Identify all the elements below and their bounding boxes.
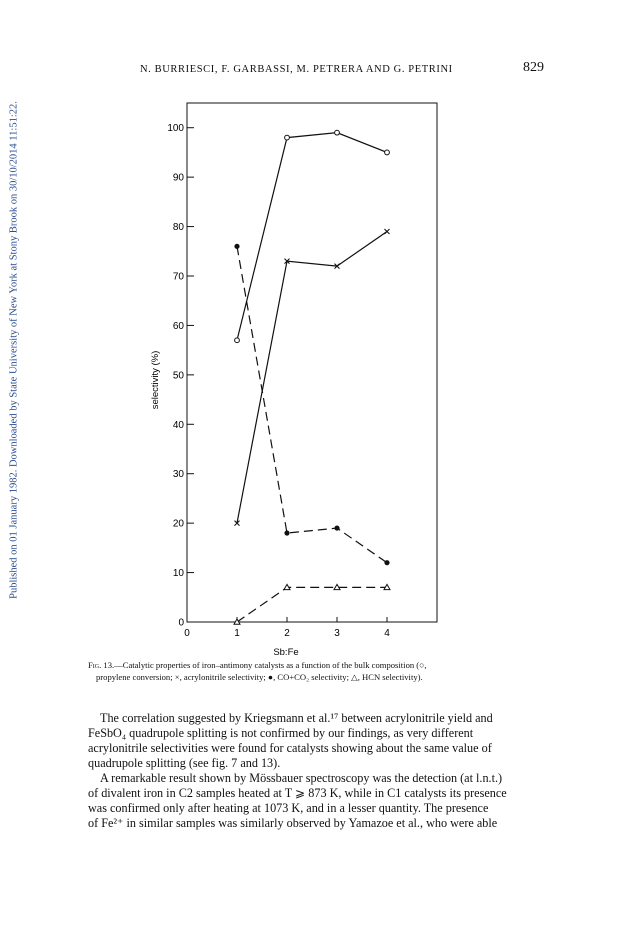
- x-tick-label: 4: [384, 628, 390, 639]
- point-open-circle: [235, 338, 240, 343]
- point-open-circle: [385, 150, 390, 155]
- text-line: of Fe²⁺ in similar samples was similarly observed by Yamazoe et al., who were able: [88, 816, 498, 830]
- point-open-circle: [285, 135, 290, 140]
- y-tick-label: 30: [172, 469, 184, 481]
- y-axis-label: selectivity (%): [150, 350, 161, 410]
- text-line: quadrupole splitting (see fig. 7 and 13).: [88, 756, 281, 770]
- text-line: acrylonitrile selectivities were found for catalysts showing about the same value of: [88, 741, 492, 755]
- point-open-circle: [335, 130, 340, 135]
- paragraph-2: [88, 771, 550, 831]
- caption-line1: —Catalytic properties of iron–antimony catalysts as a function of the bulk composition (○,: [114, 660, 427, 670]
- figure-caption: [88, 659, 548, 683]
- point-filled-circle: [234, 244, 239, 249]
- page-number: 829: [523, 60, 544, 75]
- text-line: was confirmed only after heating at 1073 K, and in a lesser quantity. The presence: [88, 801, 489, 815]
- running-head-authors: N. BURRIESCI, F. GARBASSI, M. PETRERA AND G. PETRINI: [140, 64, 453, 75]
- y-tick-label: 10: [172, 568, 184, 580]
- y-tick-label: 70: [172, 271, 184, 283]
- point-filled-circle: [334, 525, 339, 530]
- caption-line2: propylene conversion; ×, acrylonitrile selectivity; ●, CO+CO₂ selectivity; △, HCN selectivity).: [96, 672, 423, 682]
- y-tick-label: 90: [172, 172, 184, 184]
- plot-frame: [187, 103, 437, 622]
- point-filled-circle: [384, 560, 389, 565]
- x-tick-label: 0: [184, 628, 190, 639]
- y-tick-label: 0: [178, 617, 184, 629]
- y-tick-label: 80: [172, 222, 184, 234]
- text-line: FeSbO₄ quadrupole splitting is not confirmed by our findings, as very different: [88, 726, 474, 740]
- series-3-line: [237, 587, 387, 622]
- x-tick-label: 1: [234, 628, 240, 639]
- point-cross: [385, 229, 390, 234]
- x-tick-label: 2: [284, 628, 290, 639]
- series-0-line: [237, 133, 387, 341]
- text-line: of divalent iron in C2 samples heated at T ⩾ 873 K, while in C1 catalysts its presence: [88, 786, 507, 800]
- text-line: The correlation suggested by Kriegsmann et al.¹⁷ between acrylonitrile yield and: [100, 711, 493, 725]
- paragraph-1: [88, 711, 550, 771]
- point-filled-circle: [284, 530, 289, 535]
- x-tick-label: 3: [334, 628, 340, 639]
- watermark-text: Published on 01 January 1982. Downloaded by State University of New York at Stony Brook on 30/10/2014 11:51:22.: [8, 101, 20, 599]
- text-line: A remarkable result shown by Mössbauer spectroscopy was the detection (at l.n.t.): [100, 771, 503, 785]
- x-axis-label: Sb:Fe: [273, 647, 299, 658]
- y-tick-label: 20: [172, 518, 184, 530]
- y-tick-label: 50: [172, 370, 184, 382]
- y-tick-label: 40: [172, 419, 184, 431]
- y-tick-label: 60: [172, 320, 184, 332]
- body-text: [88, 711, 550, 831]
- caption-label: Fig. 13.: [88, 660, 115, 670]
- y-tick-label: 100: [167, 123, 184, 135]
